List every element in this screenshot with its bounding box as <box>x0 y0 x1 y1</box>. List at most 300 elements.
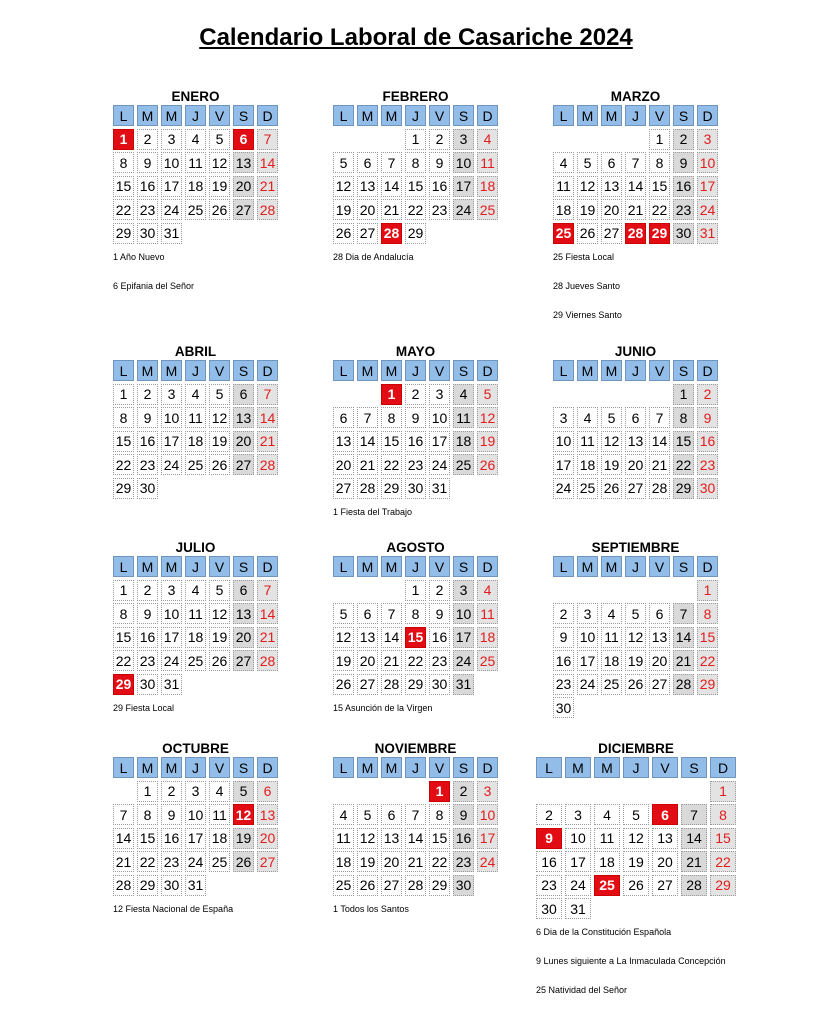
weekday-header: V <box>209 556 230 577</box>
weekday-header: M <box>357 556 378 577</box>
weekday-header: M <box>601 556 622 577</box>
day-cell: 19 <box>209 431 230 452</box>
weekday-header: L <box>113 360 134 381</box>
holiday-note: 29 Fiesta Local <box>113 702 175 713</box>
day-cell: 15 <box>697 627 718 648</box>
weekday-header: D <box>477 556 498 577</box>
day-cell: 17 <box>553 454 574 475</box>
day-cell: 13 <box>357 627 378 648</box>
day-cell: 31 <box>429 478 450 499</box>
day-cell: 22 <box>137 851 158 872</box>
weekday-header: S <box>453 757 474 778</box>
month-name: OCTUBRE <box>162 741 229 756</box>
day-cell: 25 <box>209 851 230 872</box>
day-cell: 15 <box>673 431 694 452</box>
day-cell: 29 <box>137 875 158 896</box>
day-cell: 26 <box>209 454 230 475</box>
day-cell: 17 <box>161 176 182 197</box>
day-cell: 7 <box>257 129 278 150</box>
day-cell: 5 <box>357 804 378 825</box>
day-cell: 25 <box>185 650 206 671</box>
holiday-day-cell: 12 <box>233 804 254 825</box>
day-cell: 13 <box>652 828 678 849</box>
empty-cell <box>553 384 574 405</box>
day-cell: 31 <box>185 875 206 896</box>
day-cell: 8 <box>113 603 134 624</box>
day-cell: 30 <box>453 875 474 896</box>
weekday-header: M <box>357 757 378 778</box>
weekday-header: V <box>429 556 450 577</box>
day-cell: 10 <box>453 603 474 624</box>
empty-cell <box>577 580 598 601</box>
day-cell: 15 <box>381 431 402 452</box>
day-cell: 1 <box>405 580 426 601</box>
day-cell: 8 <box>649 152 670 173</box>
empty-cell <box>381 129 402 150</box>
weekday-header: V <box>209 360 230 381</box>
weekday-header: D <box>477 105 498 126</box>
day-cell: 17 <box>565 851 591 872</box>
weekday-header: J <box>405 757 426 778</box>
day-cell: 1 <box>405 129 426 150</box>
day-cell: 25 <box>185 199 206 220</box>
day-cell: 19 <box>209 627 230 648</box>
day-cell: 3 <box>477 781 498 802</box>
month-grid <box>333 360 498 499</box>
weekday-header: J <box>405 556 426 577</box>
day-cell: 14 <box>257 603 278 624</box>
day-cell: 29 <box>113 223 134 244</box>
day-cell: 19 <box>601 454 622 475</box>
day-cell: 18 <box>601 650 622 671</box>
weekday-header: D <box>257 105 278 126</box>
holiday-day-cell: 1 <box>381 384 402 405</box>
day-cell: 19 <box>625 650 646 671</box>
day-cell: 24 <box>453 650 474 671</box>
day-cell: 28 <box>649 478 670 499</box>
day-cell: 23 <box>405 454 426 475</box>
day-cell: 3 <box>429 384 450 405</box>
day-cell: 18 <box>209 828 230 849</box>
weekday-header: L <box>333 556 354 577</box>
day-cell: 15 <box>649 176 670 197</box>
month-junio <box>553 343 718 499</box>
day-cell: 26 <box>601 478 622 499</box>
empty-cell <box>113 781 134 802</box>
day-cell: 6 <box>601 152 622 173</box>
empty-cell <box>652 781 678 802</box>
day-cell: 23 <box>697 454 718 475</box>
day-cell: 3 <box>553 407 574 428</box>
day-cell: 9 <box>137 152 158 173</box>
day-cell: 21 <box>625 199 646 220</box>
day-cell: 19 <box>357 851 378 872</box>
day-cell: 21 <box>673 650 694 671</box>
day-cell: 16 <box>536 851 562 872</box>
day-cell: 1 <box>697 580 718 601</box>
day-cell: 11 <box>594 828 620 849</box>
empty-cell <box>553 580 574 601</box>
day-cell: 4 <box>185 384 206 405</box>
page-title: Calendario Laboral de Casariche 2024 <box>199 24 633 51</box>
day-cell: 28 <box>381 674 402 695</box>
day-cell: 2 <box>429 580 450 601</box>
day-cell: 3 <box>453 129 474 150</box>
day-cell: 18 <box>453 431 474 452</box>
day-cell: 27 <box>233 650 254 671</box>
day-cell: 14 <box>625 176 646 197</box>
day-cell: 3 <box>453 580 474 601</box>
weekday-header: S <box>233 556 254 577</box>
day-cell: 2 <box>161 781 182 802</box>
day-cell: 4 <box>453 384 474 405</box>
day-cell: 27 <box>233 454 254 475</box>
day-cell: 22 <box>405 650 426 671</box>
day-cell: 26 <box>333 674 354 695</box>
day-cell: 30 <box>405 478 426 499</box>
day-cell: 8 <box>137 804 158 825</box>
day-cell: 30 <box>137 223 158 244</box>
empty-cell <box>333 781 354 802</box>
empty-cell <box>577 129 598 150</box>
day-cell: 5 <box>625 603 646 624</box>
day-cell: 11 <box>185 152 206 173</box>
day-cell: 3 <box>161 384 182 405</box>
day-cell: 18 <box>594 851 620 872</box>
day-cell: 6 <box>649 603 670 624</box>
holiday-note: 25 Fiesta Local <box>553 251 615 262</box>
day-cell: 11 <box>185 603 206 624</box>
day-cell: 30 <box>161 875 182 896</box>
month-name: AGOSTO <box>386 540 445 555</box>
empty-cell <box>649 580 670 601</box>
day-cell: 27 <box>333 478 354 499</box>
day-cell: 10 <box>565 828 591 849</box>
day-cell: 23 <box>137 199 158 220</box>
day-cell: 4 <box>553 152 574 173</box>
day-cell: 5 <box>333 603 354 624</box>
day-cell: 30 <box>137 674 158 695</box>
weekday-header: S <box>233 105 254 126</box>
day-cell: 16 <box>697 431 718 452</box>
day-cell: 6 <box>333 407 354 428</box>
day-cell: 10 <box>577 627 598 648</box>
day-cell: 6 <box>357 603 378 624</box>
empty-cell <box>625 580 646 601</box>
day-cell: 7 <box>381 152 402 173</box>
weekday-header: L <box>113 757 134 778</box>
day-cell: 3 <box>185 781 206 802</box>
holiday-day-cell: 6 <box>233 129 254 150</box>
day-cell: 9 <box>453 804 474 825</box>
day-cell: 9 <box>405 407 426 428</box>
day-cell: 16 <box>137 627 158 648</box>
day-cell: 9 <box>161 804 182 825</box>
weekday-header: S <box>453 105 474 126</box>
day-cell: 28 <box>681 875 707 896</box>
holiday-note: 1 Fiesta del Trabajo <box>333 506 413 517</box>
day-cell: 26 <box>625 674 646 695</box>
day-cell: 8 <box>113 152 134 173</box>
day-cell: 19 <box>233 828 254 849</box>
month-grid <box>333 556 498 695</box>
day-cell: 24 <box>161 454 182 475</box>
month-grid <box>113 360 278 499</box>
day-cell: 4 <box>185 580 206 601</box>
day-cell: 24 <box>429 454 450 475</box>
day-cell: 26 <box>209 650 230 671</box>
holiday-day-cell: 1 <box>429 781 450 802</box>
month-name: DICIEMBRE <box>598 741 674 756</box>
day-cell: 15 <box>137 828 158 849</box>
day-cell: 16 <box>673 176 694 197</box>
day-cell: 22 <box>710 851 736 872</box>
day-cell: 10 <box>553 431 574 452</box>
day-cell: 23 <box>536 875 562 896</box>
day-cell: 29 <box>697 674 718 695</box>
day-cell: 8 <box>429 804 450 825</box>
weekday-header: J <box>623 757 649 778</box>
holiday-day-cell: 1 <box>113 129 134 150</box>
month-grid <box>113 757 278 896</box>
day-cell: 17 <box>161 627 182 648</box>
day-cell: 4 <box>209 781 230 802</box>
day-cell: 23 <box>429 199 450 220</box>
day-cell: 17 <box>697 176 718 197</box>
day-cell: 30 <box>553 697 574 718</box>
day-cell: 15 <box>429 828 450 849</box>
day-cell: 8 <box>113 407 134 428</box>
day-cell: 15 <box>113 431 134 452</box>
day-cell: 7 <box>673 603 694 624</box>
holiday-notes <box>333 251 538 280</box>
holiday-day-cell: 29 <box>113 674 134 695</box>
weekday-header: L <box>553 360 574 381</box>
weekday-header: M <box>381 360 402 381</box>
day-cell: 21 <box>357 454 378 475</box>
month-grid <box>333 105 498 244</box>
day-cell: 17 <box>477 828 498 849</box>
weekday-header: M <box>161 360 182 381</box>
day-cell: 10 <box>161 603 182 624</box>
day-cell: 8 <box>697 603 718 624</box>
day-cell: 4 <box>594 804 620 825</box>
weekday-header: J <box>625 105 646 126</box>
day-cell: 7 <box>357 407 378 428</box>
weekday-header: M <box>161 556 182 577</box>
day-cell: 23 <box>429 650 450 671</box>
day-cell: 5 <box>233 781 254 802</box>
day-cell: 20 <box>625 454 646 475</box>
month-name: JULIO <box>175 540 216 555</box>
weekday-header: S <box>233 360 254 381</box>
month-mayo <box>333 343 498 517</box>
day-cell: 29 <box>710 875 736 896</box>
holiday-note: 6 Epifania del Señor <box>113 280 195 291</box>
day-cell: 31 <box>161 223 182 244</box>
day-cell: 16 <box>137 431 158 452</box>
day-cell: 9 <box>673 152 694 173</box>
day-cell: 4 <box>333 804 354 825</box>
day-cell: 30 <box>673 223 694 244</box>
day-cell: 27 <box>381 875 402 896</box>
day-cell: 22 <box>405 199 426 220</box>
day-cell: 28 <box>113 875 134 896</box>
empty-cell <box>553 129 574 150</box>
day-cell: 6 <box>233 580 254 601</box>
empty-cell <box>649 384 670 405</box>
month-grid <box>553 556 718 718</box>
weekday-header: M <box>577 556 598 577</box>
empty-cell <box>681 781 707 802</box>
day-cell: 10 <box>185 804 206 825</box>
day-cell: 20 <box>333 454 354 475</box>
empty-cell <box>673 580 694 601</box>
empty-cell <box>381 781 402 802</box>
day-cell: 30 <box>429 674 450 695</box>
weekday-header: M <box>137 360 158 381</box>
day-cell: 5 <box>577 152 598 173</box>
day-cell: 11 <box>333 828 354 849</box>
day-cell: 21 <box>257 431 278 452</box>
day-cell: 2 <box>405 384 426 405</box>
day-cell: 2 <box>429 129 450 150</box>
weekday-header: M <box>565 757 591 778</box>
month-name: MAYO <box>395 344 436 359</box>
day-cell: 20 <box>381 851 402 872</box>
weekday-header: L <box>113 556 134 577</box>
weekday-header: D <box>257 757 278 778</box>
day-cell: 14 <box>681 828 707 849</box>
weekday-header: D <box>697 360 718 381</box>
holiday-day-cell: 25 <box>553 223 574 244</box>
day-cell: 19 <box>209 176 230 197</box>
day-cell: 24 <box>161 199 182 220</box>
day-cell: 10 <box>477 804 498 825</box>
day-cell: 22 <box>649 199 670 220</box>
day-cell: 31 <box>453 674 474 695</box>
holiday-day-cell: 28 <box>625 223 646 244</box>
day-cell: 12 <box>333 627 354 648</box>
holiday-day-cell: 9 <box>536 828 562 849</box>
day-cell: 2 <box>536 804 562 825</box>
day-cell: 12 <box>623 828 649 849</box>
day-cell: 26 <box>623 875 649 896</box>
day-cell: 10 <box>161 407 182 428</box>
day-cell: 27 <box>233 199 254 220</box>
day-cell: 11 <box>209 804 230 825</box>
day-cell: 1 <box>113 580 134 601</box>
weekday-header: S <box>453 360 474 381</box>
holiday-note: 28 Dia de Andalucía <box>333 251 414 262</box>
weekday-header: M <box>161 105 182 126</box>
holiday-notes <box>113 702 318 731</box>
empty-cell <box>594 781 620 802</box>
day-cell: 13 <box>333 431 354 452</box>
day-cell: 29 <box>673 478 694 499</box>
day-cell: 21 <box>381 650 402 671</box>
day-cell: 27 <box>357 674 378 695</box>
day-cell: 27 <box>357 223 378 244</box>
weekday-header: D <box>697 556 718 577</box>
day-cell: 2 <box>553 603 574 624</box>
holiday-day-cell: 15 <box>405 627 426 648</box>
day-cell: 10 <box>161 152 182 173</box>
empty-cell <box>601 580 622 601</box>
day-cell: 8 <box>405 152 426 173</box>
day-cell: 25 <box>601 674 622 695</box>
empty-cell <box>357 580 378 601</box>
day-cell: 1 <box>137 781 158 802</box>
day-cell: 23 <box>137 650 158 671</box>
weekday-header: M <box>381 556 402 577</box>
day-cell: 4 <box>477 129 498 150</box>
holiday-note: 6 Dia de la Constitución Española <box>536 927 672 937</box>
day-cell: 25 <box>477 650 498 671</box>
day-cell: 13 <box>625 431 646 452</box>
day-cell: 24 <box>477 851 498 872</box>
day-cell: 5 <box>209 129 230 150</box>
day-cell: 14 <box>257 152 278 173</box>
month-marzo <box>553 88 718 320</box>
weekday-header: S <box>453 556 474 577</box>
day-cell: 5 <box>333 152 354 173</box>
day-cell: 24 <box>185 851 206 872</box>
day-cell: 5 <box>601 407 622 428</box>
day-cell: 22 <box>113 454 134 475</box>
day-cell: 7 <box>257 384 278 405</box>
month-agosto <box>333 539 498 713</box>
day-cell: 25 <box>333 875 354 896</box>
month-name: FEBRERO <box>382 89 449 104</box>
day-cell: 24 <box>577 674 598 695</box>
day-cell: 22 <box>429 851 450 872</box>
day-cell: 20 <box>233 176 254 197</box>
day-cell: 14 <box>113 828 134 849</box>
day-cell: 15 <box>113 176 134 197</box>
day-cell: 9 <box>553 627 574 648</box>
day-cell: 3 <box>565 804 591 825</box>
holiday-notes <box>553 251 758 338</box>
month-grid <box>113 105 278 244</box>
empty-cell <box>357 384 378 405</box>
day-cell: 25 <box>577 478 598 499</box>
day-cell: 4 <box>185 129 206 150</box>
day-cell: 12 <box>625 627 646 648</box>
day-cell: 8 <box>673 407 694 428</box>
day-cell: 30 <box>536 898 562 919</box>
day-cell: 27 <box>625 478 646 499</box>
holiday-notes <box>333 903 538 932</box>
day-cell: 27 <box>652 875 678 896</box>
weekday-header: L <box>333 105 354 126</box>
day-cell: 21 <box>681 851 707 872</box>
day-cell: 20 <box>357 199 378 220</box>
holiday-notes <box>113 903 318 932</box>
weekday-header: D <box>697 105 718 126</box>
day-cell: 7 <box>113 804 134 825</box>
empty-cell <box>536 781 562 802</box>
weekday-header: J <box>185 360 206 381</box>
weekday-header: M <box>357 105 378 126</box>
day-cell: 9 <box>429 603 450 624</box>
day-cell: 13 <box>257 804 278 825</box>
day-cell: 30 <box>697 478 718 499</box>
day-cell: 4 <box>477 580 498 601</box>
day-cell: 27 <box>257 851 278 872</box>
day-cell: 6 <box>233 384 254 405</box>
empty-cell <box>565 781 591 802</box>
